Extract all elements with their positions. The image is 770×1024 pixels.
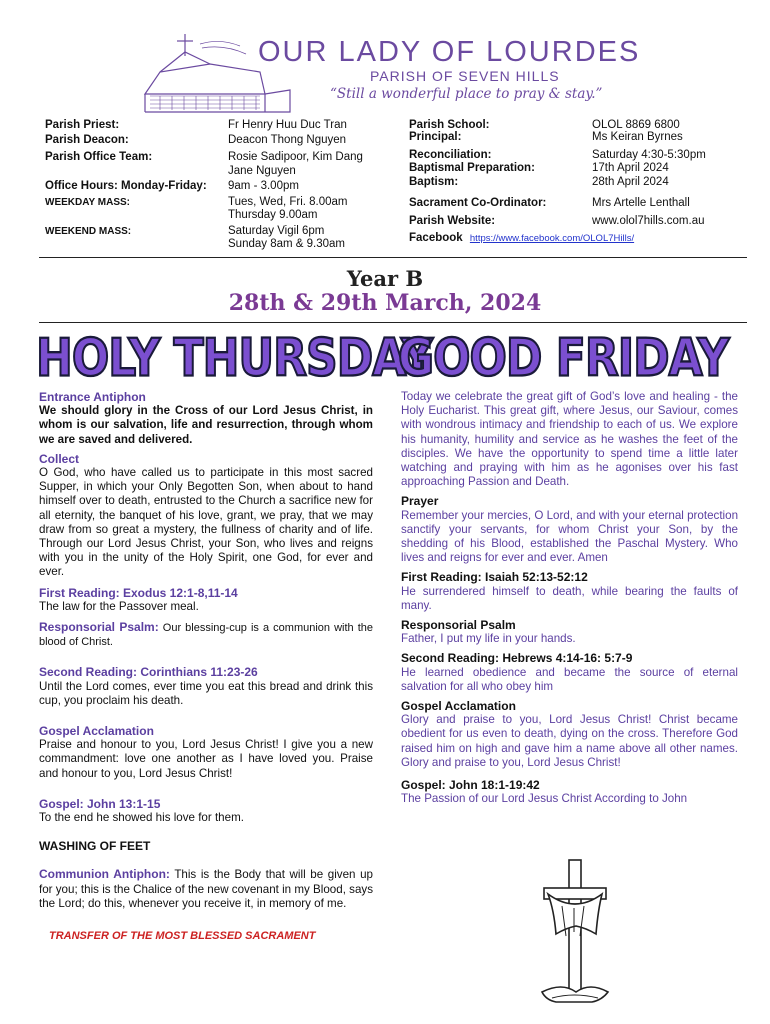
good-friday-column bbox=[401, 390, 738, 806]
prayer-text: Remember your mercies, O Lord, and with your eternal protection sanctify your servants, for whom Christ your Son, by the shedding of his Blood, established the Paschal Mystery. Who lives and reigns for ever and ever. Amen bbox=[401, 508, 739, 565]
first-reading-text-gf: He surrendered himself to death, while bearing the faults of many. bbox=[401, 584, 738, 612]
header-divider bbox=[39, 257, 747, 258]
gospel-heading-gf: Gospel: John 18:1-19:42 bbox=[401, 778, 540, 793]
info-label-sacrament-coordinator: Sacrament Co-Ordinator: bbox=[409, 197, 547, 209]
info-value-weekday-mass-2: Thursday 9.00am bbox=[228, 209, 318, 221]
year-label: Year B bbox=[346, 266, 424, 291]
gospel-acclamation-heading-gf: Gospel Acclamation bbox=[401, 699, 516, 714]
collect-heading: Collect bbox=[39, 451, 80, 466]
prayer-heading: Prayer bbox=[401, 494, 439, 509]
info-value-weekday-mass: Tues, Wed, Fri. 8.00am bbox=[228, 196, 348, 208]
info-value-reconciliation: Saturday 4:30-5:30pm bbox=[592, 149, 706, 161]
gospel-acclamation-heading: Gospel Acclamation bbox=[39, 724, 154, 739]
date-title: 28th & 29th March, 2024 bbox=[228, 290, 542, 316]
info-label-office-team: Parish Office Team: bbox=[45, 151, 153, 163]
good-friday-banner: GOOD FRIDAY bbox=[398, 328, 729, 389]
parish-name: OUR LADY OF LOURDES bbox=[258, 36, 641, 68]
info-value-sacrament-coordinator: Mrs Artelle Lenthall bbox=[592, 197, 690, 209]
communion-antiphon-heading: Communion Antiphon: bbox=[39, 867, 170, 882]
gospel-acclamation-text-gf: Glory and praise to you, Lord Jesus Christ! Christ became obedient for us even to death, dying on the cross. Therefore God raised him on high and gave him a name above all other names. Glory and praise to you, Lord Jesus Christ! bbox=[401, 713, 738, 769]
facebook-link[interactable]: https://www.facebook.com/OLOL7Hills/ bbox=[469, 233, 635, 244]
info-label-office-hours: Office Hours: Monday-Friday: bbox=[45, 180, 207, 192]
info-value-office-team-2: Jane Nguyen bbox=[228, 165, 296, 177]
info-value-baptismal-prep: 17th April 2024 bbox=[592, 162, 669, 174]
responsorial-psalm bbox=[39, 620, 373, 649]
info-value-office-team: Rosie Sadipoor, Kim Dang bbox=[228, 151, 363, 163]
info-label-deacon: Parish Deacon: bbox=[45, 134, 129, 146]
info-label-school: Parish School: bbox=[409, 119, 490, 131]
info-label-weekday-mass: WEEKDAY MASS: bbox=[45, 197, 131, 208]
second-reading-text: Until the Lord comes, ever time you eat this bread and drink this cup, you proclaim his death. bbox=[39, 679, 373, 707]
info-label-website: Parish Website: bbox=[409, 215, 496, 227]
gospel-text-gf: The Passion of our Lord Jesus Christ According to John bbox=[401, 792, 688, 806]
info-label-priest: Parish Priest: bbox=[45, 119, 120, 131]
info-value-office-hours: 9am - 3.00pm bbox=[228, 180, 299, 192]
responsorial-psalm-heading-gf: Responsorial Psalm bbox=[401, 618, 516, 633]
communion-antiphon bbox=[39, 867, 373, 911]
info-label-baptismal-prep: Baptismal Preparation: bbox=[409, 162, 535, 174]
washing-of-feet: WASHING OF FEET bbox=[39, 839, 151, 854]
responsorial-psalm-text-gf: Father, I put my life in your hands. bbox=[401, 632, 576, 646]
info-label-principal: Principal: bbox=[409, 131, 462, 143]
facebook-line bbox=[409, 231, 634, 246]
info-label-baptism: Baptism: bbox=[409, 176, 459, 188]
info-value-deacon: Deacon Thong Nguyen bbox=[228, 134, 347, 146]
parish-motto: “Still a wonderful place to pray & stay.” bbox=[330, 86, 603, 102]
responsorial-psalm-heading: Responsorial Psalm: bbox=[39, 620, 159, 635]
first-reading-text: The law for the Passover meal. bbox=[39, 599, 199, 613]
gospel-text: To the end he showed his love for them. bbox=[39, 811, 244, 825]
info-label-weekend-mass: WEEKEND MASS: bbox=[45, 226, 132, 237]
collect-text: O God, who have called us to participate in this most sacred Supper, in which your Only Begotten Son, when about to hand himself over to death, entrusted to the Church a sacrifice new for all eternity, the banquet of his love, grant, we pray, that we may draw from so great a mystery, the fullness of charity and of life. Through our Lord Jesus Christ, your Son, who lives and reigns with you in the unity of the Holy Spirit, one God, for ever and ever. bbox=[39, 466, 373, 579]
info-value-weekend-mass-2: Sunday 8am & 9.30am bbox=[228, 238, 345, 250]
communion-antiphon-text: This is the Body that will be given up for you; this is the Chalice of the new covenant in my Blood, says the Lord; do this, whenever you receive it, in memory of me. bbox=[39, 868, 373, 910]
info-value-priest: Fr Henry Huu Duc Tran bbox=[228, 119, 347, 131]
info-value-weekend-mass: Saturday Vigil 6pm bbox=[228, 225, 325, 237]
info-value-baptism: 28th April 2024 bbox=[592, 176, 669, 188]
holy-thursday-column bbox=[39, 390, 373, 943]
first-reading-heading: First Reading: Exodus 12:1-8,11-14 bbox=[39, 585, 238, 600]
second-reading-heading-gf: Second Reading: Hebrews 4:14-16: 5:7-9 bbox=[401, 651, 633, 666]
gospel-heading: Gospel: John 13:1-15 bbox=[39, 796, 161, 811]
first-reading-heading-gf: First Reading: Isaiah 52:13-52:12 bbox=[401, 570, 588, 585]
entrance-antiphon-heading: Entrance Antiphon bbox=[39, 390, 146, 404]
parish-subtitle: PARISH OF SEVEN HILLS bbox=[370, 68, 560, 84]
info-label-reconciliation: Reconciliation: bbox=[409, 149, 492, 161]
info-value-school: OLOL 8869 6800 bbox=[592, 119, 680, 131]
info-value-principal: Ms Keiran Byrnes bbox=[592, 131, 683, 143]
cross-icon bbox=[540, 858, 610, 1008]
second-reading-text-gf: He learned obedience and became the source of eternal salvation for all who obey him bbox=[401, 665, 738, 693]
holy-thursday-banner: HOLY THURSDAY bbox=[36, 328, 432, 389]
entrance-antiphon-text: We should glory in the Cross of our Lord Jesus Christ, in whom is our salvation, life and resurrection, through whom we are saved and delivered. bbox=[39, 404, 373, 446]
gospel-acclamation-text: Praise and honour to you, Lord Jesus Christ! I give you a new commandment: love one another as I have loved you. Praise and honour to you, Lord Jesus Christ! bbox=[39, 738, 373, 780]
second-reading-heading: Second Reading: Corinthians 11:23-26 bbox=[39, 665, 258, 680]
transfer-notice: TRANSFER OF THE MOST BLESSED SACRAMENT bbox=[49, 930, 316, 943]
date-divider bbox=[39, 322, 747, 323]
responsorial-psalm-text: Our blessing-cup is a communion with the blood of Christ. bbox=[39, 622, 373, 649]
intro-text: Today we celebrate the great gift of God’s love and healing - the Holy Eucharist. This great gift, where Jesus, our Saviour, comes with wondrous intimacy and friendship to each of us. We explore his humanity, humility and service as he washes the feet of the disciples. We have the opportunity to spend time a little later watching and praying with him as he agonises over his fast approaching Passion and Death. bbox=[401, 390, 738, 489]
facebook-label: Facebook bbox=[409, 232, 463, 244]
info-value-website[interactable]: www.olol7hills.com.au bbox=[592, 215, 705, 227]
